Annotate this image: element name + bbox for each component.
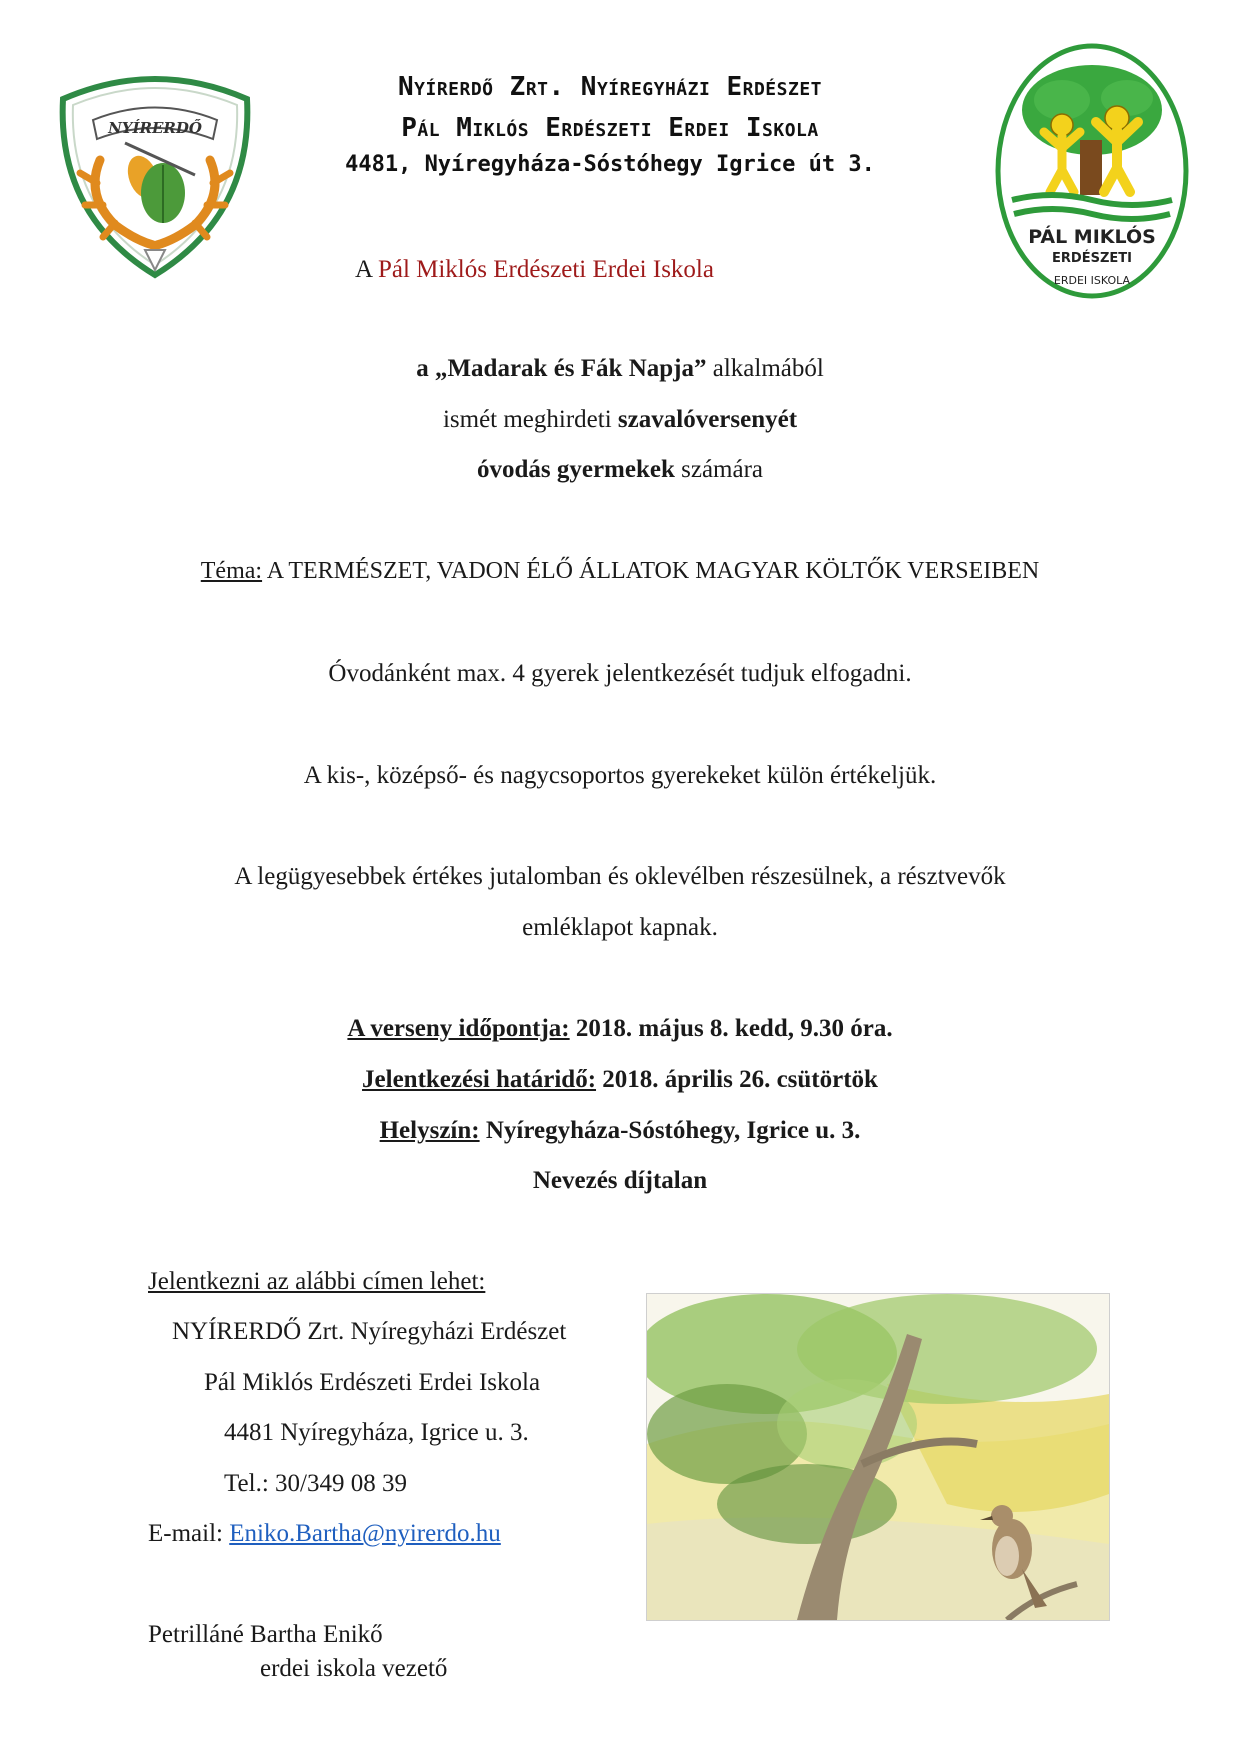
rule-1: Óvodánként max. 4 gyerek jelentkezését tudjuk elfogadni.	[328, 660, 912, 687]
theme-label: Téma:	[200, 558, 263, 584]
intro-prefix: A	[355, 256, 378, 283]
date-value: 2018. május 8. kedd, 9.30 óra.	[569, 1015, 893, 1042]
contact-org: NYÍRERDŐ Zrt. Nyíregyházi Erdészet	[172, 1318, 567, 1345]
announce-occasion: a „Madarak és Fák Napja”	[416, 355, 713, 382]
contact-email-link[interactable]: Eniko.Bartha@nyirerdo.hu	[229, 1520, 501, 1547]
header-line-3: 4481, Nyíregyháza-Sóstóhegy Igrice út 3.	[345, 152, 875, 177]
school-logo-arc: ERDEI ISKOLA	[1053, 274, 1131, 287]
date-line	[0, 1015, 1240, 1043]
theme-line	[0, 558, 1240, 585]
deadline-value: 2018. április 26. csütörtök	[596, 1066, 878, 1093]
announce-line-2	[0, 406, 1240, 434]
contact-heading-text: Jelentkezni az alábbi címen lehet:	[148, 1268, 486, 1295]
announce-audience: óvodás gyermekek	[476, 456, 675, 483]
contact-phone: Tel.: 30/349 08 39	[224, 1470, 407, 1497]
school-logo-sub: ERDÉSZETI	[1052, 251, 1132, 266]
theme-text: A TERMÉSZET, VADON ÉLŐ ÁLLATOK MAGYAR KÖLTŐK VERSEIBEN	[262, 558, 1040, 584]
announce-contest: szavalóversenyét	[617, 406, 798, 433]
signature-name: Petrilláné Bartha Enikő	[148, 1621, 383, 1648]
announce-occasion-tail: alkalmából	[712, 355, 824, 382]
place-value: Nyíregyháza-Sóstóhegy, Igrice u. 3.	[479, 1117, 861, 1144]
contact-email-line	[148, 1520, 501, 1548]
deadline-label: Jelentkezési határidő:	[362, 1066, 597, 1093]
tree-bird-illustration	[646, 1293, 1110, 1621]
school-logo-title: PÁL MIKLÓS	[1028, 226, 1156, 248]
contact-school: Pál Miklós Erdészeti Erdei Iskola	[204, 1369, 541, 1396]
rule-2: A kis-, középső- és nagycsoportos gyerekeket külön értékeljük.	[303, 762, 937, 789]
rule-3a: A legügyesebbek értékes jutalomban és oklevélben részesülnek, a résztvevők	[234, 863, 1006, 890]
date-label: A verseny időpontja:	[347, 1015, 570, 1042]
deadline-line	[0, 1066, 1240, 1094]
announce-line-3	[0, 456, 1240, 484]
nyirerdo-logo	[45, 65, 265, 280]
school-logo	[992, 40, 1192, 302]
intro-line	[355, 256, 714, 284]
contact-heading	[148, 1268, 485, 1296]
place-label: Helyszín:	[379, 1117, 480, 1144]
fee-line: Nevezés díjtalan	[532, 1167, 708, 1194]
header-line-2: Pál Miklós Erdészeti Erdei Iskola	[401, 113, 819, 143]
header-line-1: Nyírerdő Zrt. Nyíregyházi Erdészet	[398, 72, 822, 102]
contact-address: 4481 Nyíregyháza, Igrice u. 3.	[224, 1419, 529, 1446]
announce-audience-tail: számára	[674, 456, 764, 483]
nyirerdo-logo-text: NYÍRERDŐ	[108, 119, 202, 137]
intro-school: Pál Miklós Erdészeti Erdei Iskola	[377, 256, 714, 283]
contact-email-label: E-mail:	[148, 1520, 230, 1547]
announce-verb: ismét meghirdeti	[442, 406, 618, 433]
rule-3b: emléklapot kapnak.	[522, 914, 718, 941]
place-line	[0, 1117, 1240, 1145]
announce-line-1	[0, 355, 1240, 383]
signature-title: erdei iskola vezető	[260, 1655, 448, 1682]
